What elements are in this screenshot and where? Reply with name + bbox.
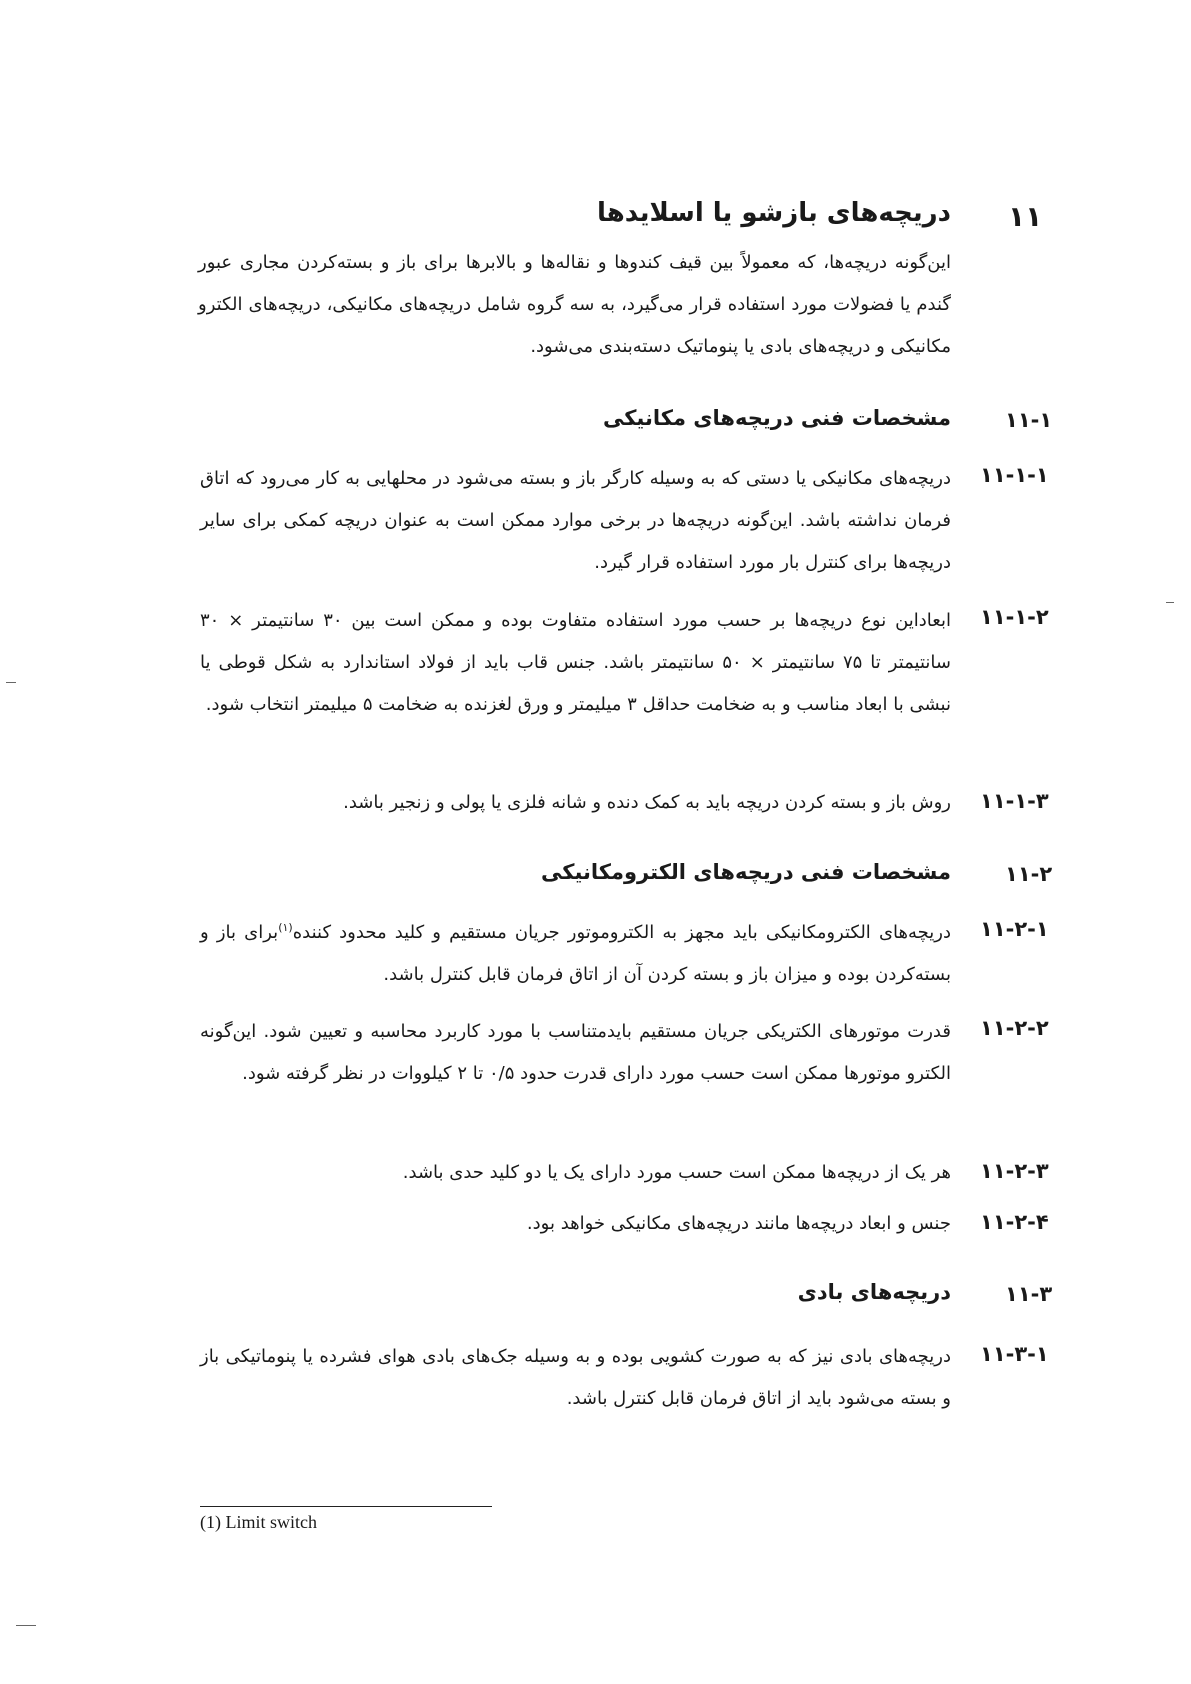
- item-text: دریچه‌های بادی نیز که به صورت کشویی بوده و به وسیله جک‌های بادی هوای فشرده یا پنوماتیکی باز و بسته می‌شود باید از اتاق فرمان قابل کنترل باشد.: [200, 1346, 951, 1409]
- item-number: ۱۱-۳-۱: [980, 1342, 1049, 1366]
- item-number: ۱۱-۲-۱: [980, 917, 1049, 941]
- item-text: هر یک از دریچه‌ها ممکن است حسب مورد دارای یک یا دو کلید حدی باشد.: [402, 1162, 951, 1183]
- item-text: [200, 912, 951, 996]
- margin-mark: [1166, 602, 1174, 603]
- section-title: مشخصات فنی دریچه‌های الکترومکانیکی: [540, 860, 951, 884]
- footnote-divider: [200, 1506, 492, 1507]
- item-text: جنس و ابعاد دریچه‌ها مانند دریچه‌های مکانیکی خواهد بود.: [526, 1213, 951, 1234]
- section-number: ۱۱-۱: [1005, 408, 1053, 432]
- chapter-title: دریچه‌های بازشو یا اسلایدها: [596, 198, 951, 228]
- item-text: روش باز و بسته کردن دریچه باید به کمک دنده و شانه فلزی یا پولی و زنجیر باشد.: [343, 792, 951, 813]
- margin-mark: [16, 1625, 36, 1626]
- item-number: ۱۱-۲-۳: [980, 1159, 1049, 1183]
- item-number: ۱۱-۱-۳: [980, 789, 1049, 813]
- item-number: ۱۱-۲-۲: [980, 1016, 1049, 1040]
- item-text: دریچه‌های مکانیکی یا دستی که به وسیله کارگر باز و بسته می‌شود در محلهایی به کار می‌رود که اتاق فرمان نداشته باشد. این‌گونه دریچه‌ها در برخی موارد ممکن است به عنوان دریچه کمکی برای سایر دریچه‌ها برای کنترل بار مورد استفاده قرار گیرد.: [200, 468, 951, 573]
- item-text-part: برای باز و بسته‌کردن بوده و میزان باز و بسته کردن آن از اتاق فرمان قابل کنترل باشد.: [200, 922, 951, 985]
- footnote: (1) Limit switch: [200, 1512, 317, 1532]
- item-text: ابعاداین نوع دریچه‌ها بر حسب مورد استفاده متفاوت بوده و ممکن است بین ۳۰ سانتیمتر × ۳۰ سانتیمتر تا ۷۵ سانتیمتر × ۵۰ سانتیمتر باشد. جنس قاب باید از فولاد استاندارد به شکل قوطی یا نبشی با ابعاد مناسب و به ضخامت حداقل ۳ میلیمتر و ورق لغزنده به ضخامت ۵ میلیمتر انتخاب شود.: [200, 610, 951, 715]
- item-text-part: دریچه‌های الکترومکانیکی باید مجهز به الکتروموتور جریان مستقیم و کلید محدود کننده: [292, 922, 952, 943]
- item-number: ۱۱-۲-۴: [980, 1210, 1049, 1234]
- margin-mark: [6, 682, 16, 683]
- chapter-number: ۱۱: [1008, 200, 1043, 233]
- section-title: دریچه‌های بادی: [797, 1280, 951, 1304]
- footnote-marker: (۱): [278, 921, 293, 934]
- section-title: مشخصات فنی دریچه‌های مکانیکی: [602, 406, 951, 430]
- item-number: ۱۱-۱-۲: [980, 605, 1049, 629]
- chapter-intro: این‌گونه دریچه‌ها، که معمولاً بین قیف کندوها و نقاله‌ها و بالابرها برای باز و بسته‌کردن مجاری عبور گندم یا فضولات مورد استفاده قرار می‌گیرد، به سه گروه شامل دریچه‌های مکانیکی، دریچه‌های الکترو مکانیکی و دریچه‌های بادی یا پنوماتیک دسته‌بندی می‌شود.: [198, 252, 951, 357]
- item-number: ۱۱-۱-۱: [980, 463, 1049, 487]
- section-number: ۱۱-۳: [1005, 1282, 1053, 1306]
- section-number: ۱۱-۲: [1005, 862, 1053, 886]
- item-text: قدرت موتورهای الکتریکی جریان مستقیم بایدمتناسب با مورد کاربرد محاسبه و تعیین شود. این‌گونه الکترو موتورها ممکن است حسب مورد دارای قدرت حدود ۰/۵ تا ۲ کیلووات در نظر گرفته شود.: [200, 1021, 951, 1084]
